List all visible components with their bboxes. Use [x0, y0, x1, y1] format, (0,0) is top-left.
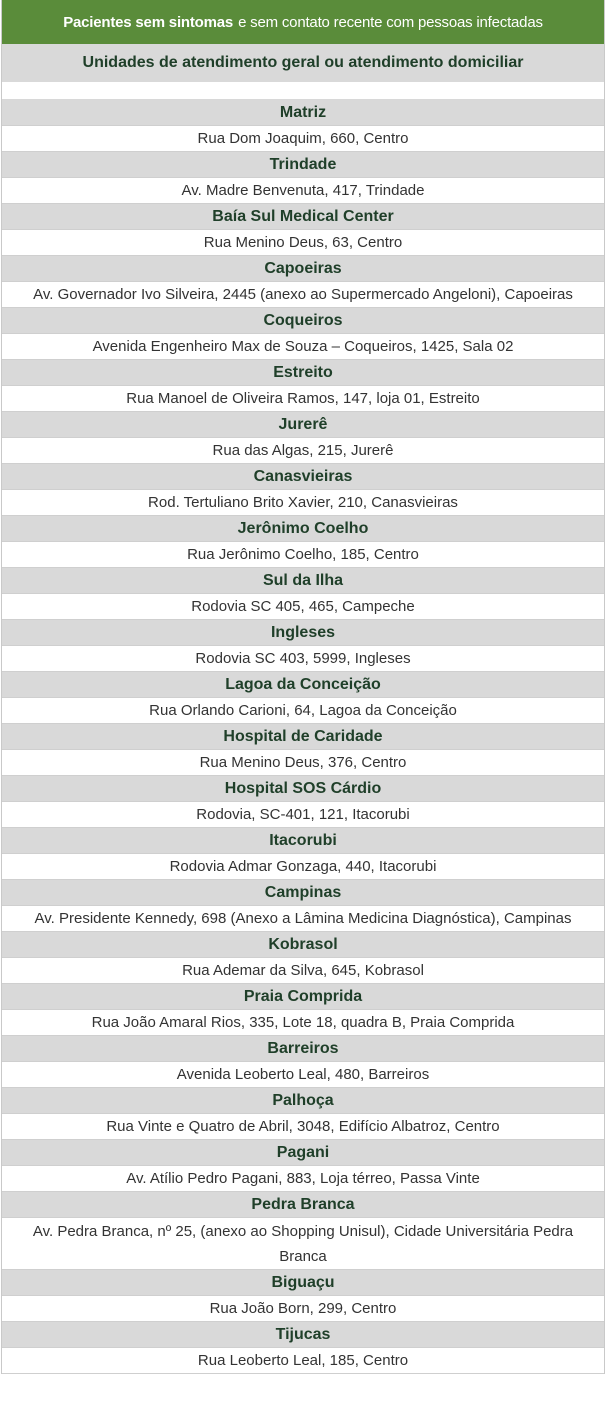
unit-address: Rua Menino Deus, 376, Centro: [2, 749, 604, 776]
unit-address: Av. Madre Benvenuta, 417, Trindade: [2, 177, 604, 204]
section-title: Unidades de atendimento geral ou atendimento domiciliar: [2, 44, 604, 82]
unit-name: Jurerê: [2, 412, 604, 437]
unit-name: Sul da Ilha: [2, 568, 604, 593]
unit-address: Rua Jerônimo Coelho, 185, Centro: [2, 541, 604, 568]
unit-address: Rodovia Admar Gonzaga, 440, Itacorubi: [2, 853, 604, 880]
unit-name: Barreiros: [2, 1036, 604, 1061]
spacer-row: [2, 82, 604, 100]
unit-address: Rua Manoel de Oliveira Ramos, 147, loja 01, Estreito: [2, 385, 604, 412]
unit-name: Biguaçu: [2, 1270, 604, 1295]
unit-address: Av. Pedra Branca, nº 25, (anexo ao Shopping Unisul), Cidade Universitária Pedra Branca: [2, 1217, 604, 1270]
unit-address: Rodovia SC 403, 5999, Ingleses: [2, 645, 604, 672]
unit-name: Hospital SOS Cárdio: [2, 776, 604, 801]
table-header: [2, 0, 604, 44]
unit-address: Rua Menino Deus, 63, Centro: [2, 229, 604, 256]
unit-address: Rod. Tertuliano Brito Xavier, 210, Canasvieiras: [2, 489, 604, 516]
unit-name: Coqueiros: [2, 308, 604, 333]
unit-address: Rua Ademar da Silva, 645, Kobrasol: [2, 957, 604, 984]
unit-name: Estreito: [2, 360, 604, 385]
unit-address: Rua João Born, 299, Centro: [2, 1295, 604, 1322]
unit-name: Capoeiras: [2, 256, 604, 281]
unit-name: Ingleses: [2, 620, 604, 645]
unit-name: Matriz: [2, 100, 604, 125]
unit-name: Campinas: [2, 880, 604, 905]
unit-address: Rodovia SC 405, 465, Campeche: [2, 593, 604, 620]
unit-name: Hospital de Caridade: [2, 724, 604, 749]
unit-name: Pagani: [2, 1140, 604, 1165]
unit-address: Av. Presidente Kennedy, 698 (Anexo a Lâmina Medicina Diagnóstica), Campinas: [2, 905, 604, 932]
header-bold-text: Pacientes sem sintomas: [63, 13, 234, 31]
unit-name: Kobrasol: [2, 932, 604, 957]
units-table: [1, 0, 605, 1374]
unit-name: Baía Sul Medical Center: [2, 204, 604, 229]
unit-name: Lagoa da Conceição: [2, 672, 604, 697]
unit-name: Pedra Branca: [2, 1192, 604, 1217]
unit-address: Rua Dom Joaquim, 660, Centro: [2, 125, 604, 152]
unit-name: Palhoça: [2, 1088, 604, 1113]
unit-name: Trindade: [2, 152, 604, 177]
unit-name: Jerônimo Coelho: [2, 516, 604, 541]
unit-address: Av. Atílio Pedro Pagani, 883, Loja térreo, Passa Vinte: [2, 1165, 604, 1192]
unit-address: Rodovia, SC-401, 121, Itacorubi: [2, 801, 604, 828]
unit-address: Rua Leoberto Leal, 185, Centro: [2, 1347, 604, 1374]
header-rest-text: e sem contato recente com pessoas infectadas: [238, 13, 543, 31]
unit-address: Rua João Amaral Rios, 335, Lote 18, quadra B, Praia Comprida: [2, 1009, 604, 1036]
unit-name: Canasvieiras: [2, 464, 604, 489]
unit-name: Praia Comprida: [2, 984, 604, 1009]
unit-address: Rua Vinte e Quatro de Abril, 3048, Edifício Albatroz, Centro: [2, 1113, 604, 1140]
unit-address: Av. Governador Ivo Silveira, 2445 (anexo ao Supermercado Angeloni), Capoeiras: [2, 281, 604, 308]
unit-name: Itacorubi: [2, 828, 604, 853]
unit-address: Avenida Leoberto Leal, 480, Barreiros: [2, 1061, 604, 1088]
unit-address: Rua das Algas, 215, Jurerê: [2, 437, 604, 464]
unit-address: Avenida Engenheiro Max de Souza – Coqueiros, 1425, Sala 02: [2, 333, 604, 360]
unit-address: Rua Orlando Carioni, 64, Lagoa da Conceição: [2, 697, 604, 724]
units-list: [2, 100, 604, 1374]
unit-name: Tijucas: [2, 1322, 604, 1347]
